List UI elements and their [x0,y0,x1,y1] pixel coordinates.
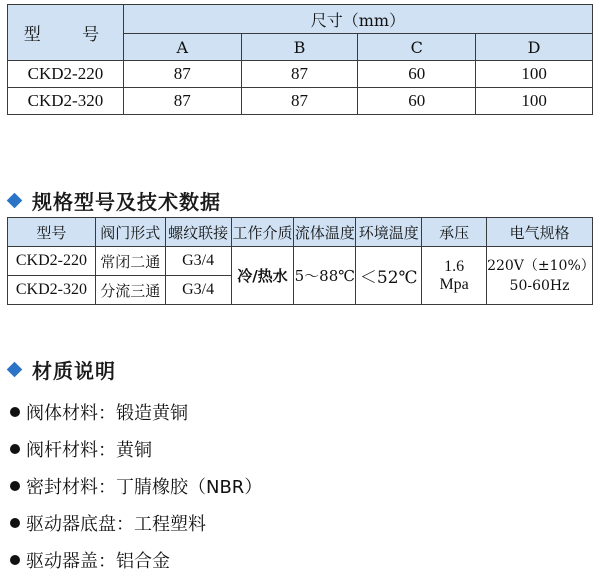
section-title: 材质说明 [32,359,116,383]
spec-header-row [8,218,593,247]
row-valve-type: 常闭二通 [95,247,165,276]
row-model: CKD2-220 [8,61,124,88]
spec-table [7,217,593,305]
list-item [10,430,262,467]
model-header: 型 号 [8,5,124,61]
header-fluid-temp: 流体温度 [294,218,356,247]
material-list [10,393,262,578]
diamond-bullet-icon [7,193,23,209]
list-item [10,393,262,430]
medium-cell: 冷/热水 [231,247,294,305]
dimension-header: 尺寸（mm） [123,5,592,34]
bullet-icon [10,555,20,565]
list-item [10,467,262,504]
header-electrical: 电气规格 [487,218,593,247]
material-text: 驱动器盖：铝合金 [26,550,170,572]
dimensions-table [7,4,593,115]
header-ambient-temp: 环境温度 [356,218,422,247]
material-text: 驱动器底盘：工程塑料 [26,513,206,535]
row-model: CKD2-320 [8,88,124,115]
electrical-frequency: 50-60Hz [509,277,570,294]
column-header-b: B [241,34,358,61]
header-model: 型号 [8,218,96,247]
header-pressure: 承压 [422,218,487,247]
material-text: 阀体材料：锻造黄铜 [26,402,188,424]
pressure-value: 1.6 [444,257,465,275]
electrical-voltage: 220V（±10%） [487,257,595,274]
section-title: 规格型号及技术数据 [32,190,221,214]
column-header-a: A [123,34,241,61]
table-row [8,88,593,115]
cell-c: 60 [358,88,476,115]
diamond-bullet-icon [7,362,23,378]
cell-b: 87 [241,61,358,88]
bullet-icon [10,444,20,454]
electrical-cell [487,247,593,305]
column-header-d: D [476,34,593,61]
bullet-icon [10,518,20,528]
column-header-c: C [358,34,476,61]
cell-d: 100 [476,88,593,115]
bullet-icon [10,407,20,417]
bullet-icon [10,481,20,491]
list-item [10,541,262,578]
spec-section-header [9,186,221,215]
table-row [8,61,593,88]
cell-a: 87 [123,61,241,88]
row-thread: G3/4 [165,247,231,276]
header-thread: 螺纹联接 [165,218,231,247]
row-valve-type: 分流三通 [95,276,165,305]
material-text: 阀杆材料：黄铜 [26,439,152,461]
row-thread: G3/4 [165,276,231,305]
header-medium: 工作介质 [231,218,294,247]
table-row [8,247,593,276]
header-valve-type: 阀门形式 [95,218,165,247]
cell-c: 60 [358,61,476,88]
pressure-unit: Mpa [439,275,469,293]
material-section-header [9,355,116,384]
cell-a: 87 [123,88,241,115]
material-text: 密封材料：丁腈橡胶（NBR） [26,476,263,498]
row-model: CKD2-220 [8,247,96,276]
fluid-temp-cell: 5～88℃ [294,247,356,305]
cell-b: 87 [241,88,358,115]
list-item [10,504,262,541]
pressure-cell [422,247,487,305]
cell-d: 100 [476,61,593,88]
ambient-temp-cell: ＜52℃ [356,247,422,305]
row-model: CKD2-320 [8,276,96,305]
